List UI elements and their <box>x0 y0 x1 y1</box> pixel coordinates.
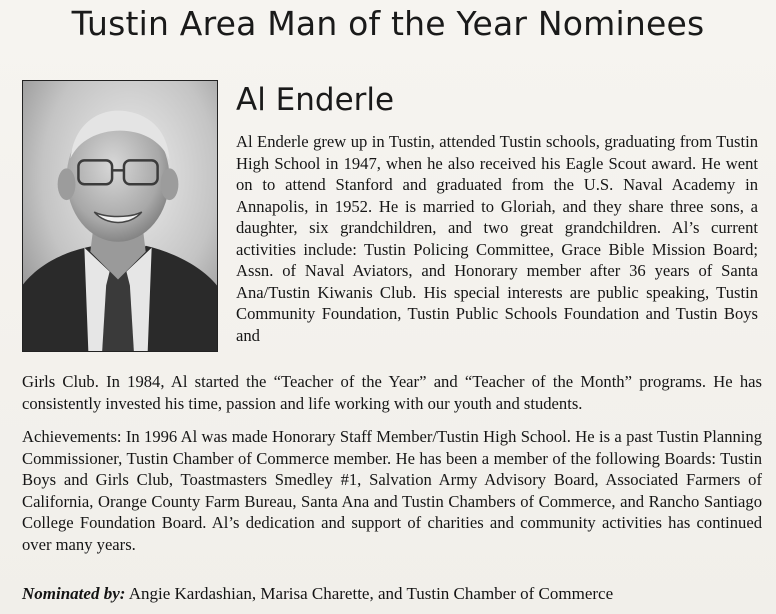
page-title: Tustin Area Man of the Year Nominees <box>71 4 705 43</box>
nominee-name: Al Enderle <box>236 82 395 118</box>
bio-paragraph-continued: Girls Club. In 1984, Al started the “Teacher of the Year” and “Teacher of the Month” programs. He has consistently invested his time, passion and life working with our youth and students. <box>22 372 762 413</box>
nominated-by-line <box>22 584 613 604</box>
achievements-paragraph: Achievements: In 1996 Al was made Honorary Staff Member/Tustin High School. He is a past Tustin Planning Commissioner, Tustin Chamber of Commerce member. He has been a member of the following Boards: Tustin Boys and Girls Club, Toastmasters Smedley #1, Salvation Army Advisory Board, Associated Farmers of California, Orange County Farm Bureau, Santa Ana and Tustin Chambers of Commerce, and Rancho Santiago College Foundation Board. Al’s dedication and support of charities and community activities has continued over many years. <box>22 427 762 554</box>
bio-paragraph: Al Enderle grew up in Tustin, attended Tustin schools, graduating from Tustin High School in 1947, when he also received his Eagle Scout award. He went on to attend Stanford and graduated from the U.S. Naval Academy in Annapolis, in 1952. He is married to Gloriah, and they share three sons, a daughter, six grandchildren, and two great grandchildren. Al’s current activities include: Tustin Policing Committee, Grace Bible Mission Board; Assn. of Naval Aviators, and Honorary member after 36 years of Santa Ana/Tustin Kiwanis Club. His special interests are public speaking, Tustin Community Foundation, Tustin Public Schools Foundation and Tustin Boys and <box>236 132 758 345</box>
nominated-by-label: Nominated by: <box>22 584 126 603</box>
nominee-portrait <box>22 80 218 352</box>
nominated-by-names: Angie Kardashian, Marisa Charette, and Tustin Chamber of Commerce <box>128 584 614 603</box>
